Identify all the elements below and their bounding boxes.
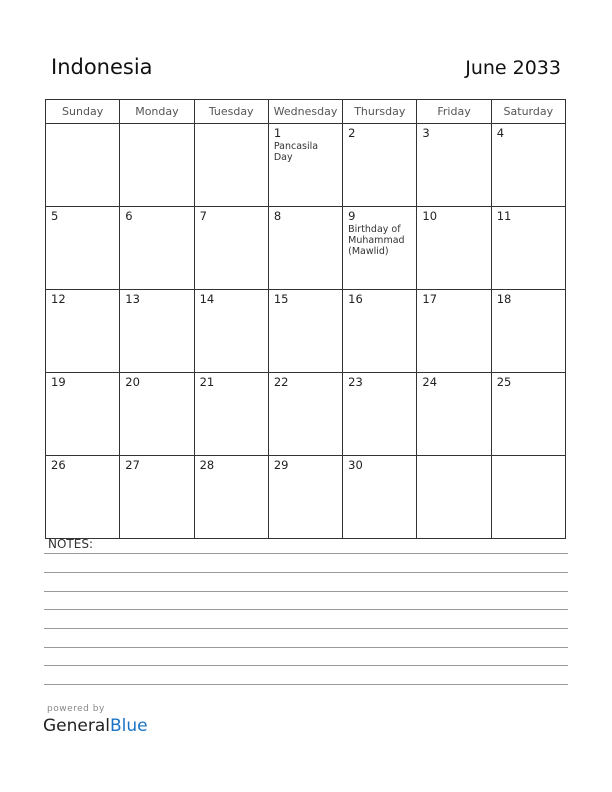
weekday-header-row [46, 100, 566, 124]
week-row [46, 456, 566, 539]
empty-day-cell [46, 124, 120, 207]
day-cell [46, 456, 120, 539]
brand-logo[interactable] [43, 716, 148, 736]
day-number: 16 [348, 292, 363, 306]
day-number: 6 [125, 209, 133, 223]
day-number: 28 [199, 458, 215, 472]
empty-day-cell [491, 456, 565, 539]
day-cell [120, 456, 194, 539]
day-number: 14 [199, 292, 215, 306]
day-number: 13 [125, 292, 140, 306]
day-number: 8 [273, 209, 282, 223]
day-cell [491, 373, 565, 456]
day-cell [491, 207, 565, 290]
day-cell [417, 290, 491, 373]
weekday-saturday: Saturday [491, 100, 565, 124]
week-row [46, 373, 566, 456]
calendar-body [46, 124, 566, 539]
day-number: 10 [422, 209, 438, 223]
day-cell [417, 373, 491, 456]
day-number: 12 [51, 292, 66, 306]
day-number: 22 [273, 375, 289, 389]
weekday-monday: Monday [120, 100, 194, 124]
day-number: 15 [273, 292, 289, 306]
notes-line [44, 628, 568, 629]
day-number: 5 [51, 209, 59, 223]
day-cell [194, 290, 268, 373]
powered-by-label: powered by [47, 704, 105, 714]
weekday-thursday: Thursday [343, 100, 417, 124]
day-cell [268, 124, 342, 207]
weekday-friday: Friday [417, 100, 491, 124]
day-number: 18 [496, 292, 512, 306]
holiday-label: Birthday of Muhammad (Mawlid) [348, 224, 405, 257]
day-number: 3 [422, 126, 430, 140]
day-cell [120, 373, 194, 456]
day-number: 20 [125, 375, 140, 389]
day-cell [417, 124, 491, 207]
day-cell [120, 207, 194, 290]
day-cell [343, 207, 417, 290]
holiday-label: Pancasila Day [273, 141, 319, 163]
weekday-wednesday: Wednesday [268, 100, 342, 124]
day-cell [46, 373, 120, 456]
day-cell [268, 456, 342, 539]
day-cell [194, 456, 268, 539]
day-cell [343, 290, 417, 373]
calendar-grid [45, 99, 566, 539]
notes-line [44, 553, 568, 554]
day-cell [343, 456, 417, 539]
day-cell [268, 290, 342, 373]
day-cell [268, 207, 342, 290]
notes-line [44, 665, 568, 666]
notes-line [44, 684, 568, 685]
notes-line [44, 647, 568, 648]
day-cell [491, 290, 565, 373]
month-year-title: June 2033 [465, 57, 561, 79]
week-row [46, 207, 566, 290]
day-number: 23 [348, 375, 363, 389]
notes-line [44, 609, 568, 610]
day-number: 4 [496, 126, 505, 140]
notes-line [44, 591, 568, 592]
notes-label: NOTES: [48, 537, 93, 551]
week-row [46, 290, 566, 373]
day-number: 26 [51, 458, 66, 472]
brand-logo-part2: Blue [110, 716, 148, 736]
brand-logo-part1: General [43, 716, 110, 736]
empty-day-cell [194, 124, 268, 207]
day-cell [491, 124, 565, 207]
day-number: 2 [348, 126, 356, 140]
day-cell [343, 373, 417, 456]
day-number: 7 [199, 209, 207, 223]
day-cell [46, 290, 120, 373]
day-number: 29 [273, 458, 289, 472]
day-number: 27 [125, 458, 140, 472]
day-cell [417, 207, 491, 290]
country-title: Indonesia [51, 55, 153, 79]
day-number: 19 [51, 375, 66, 389]
day-number: 30 [348, 458, 363, 472]
day-cell [268, 373, 342, 456]
day-cell [46, 207, 120, 290]
empty-day-cell [120, 124, 194, 207]
week-row [46, 124, 566, 207]
day-number: 1 [273, 126, 282, 140]
notes-line [44, 572, 568, 573]
day-cell [343, 124, 417, 207]
weekday-tuesday: Tuesday [194, 100, 268, 124]
day-number: 21 [199, 375, 215, 389]
day-number: 17 [422, 292, 438, 306]
day-cell [194, 207, 268, 290]
day-number: 25 [496, 375, 512, 389]
day-number: 24 [422, 375, 438, 389]
day-number: 9 [348, 209, 356, 223]
empty-day-cell [417, 456, 491, 539]
weekday-sunday: Sunday [46, 100, 120, 124]
day-number: 11 [496, 209, 512, 223]
day-cell [120, 290, 194, 373]
day-cell [194, 373, 268, 456]
